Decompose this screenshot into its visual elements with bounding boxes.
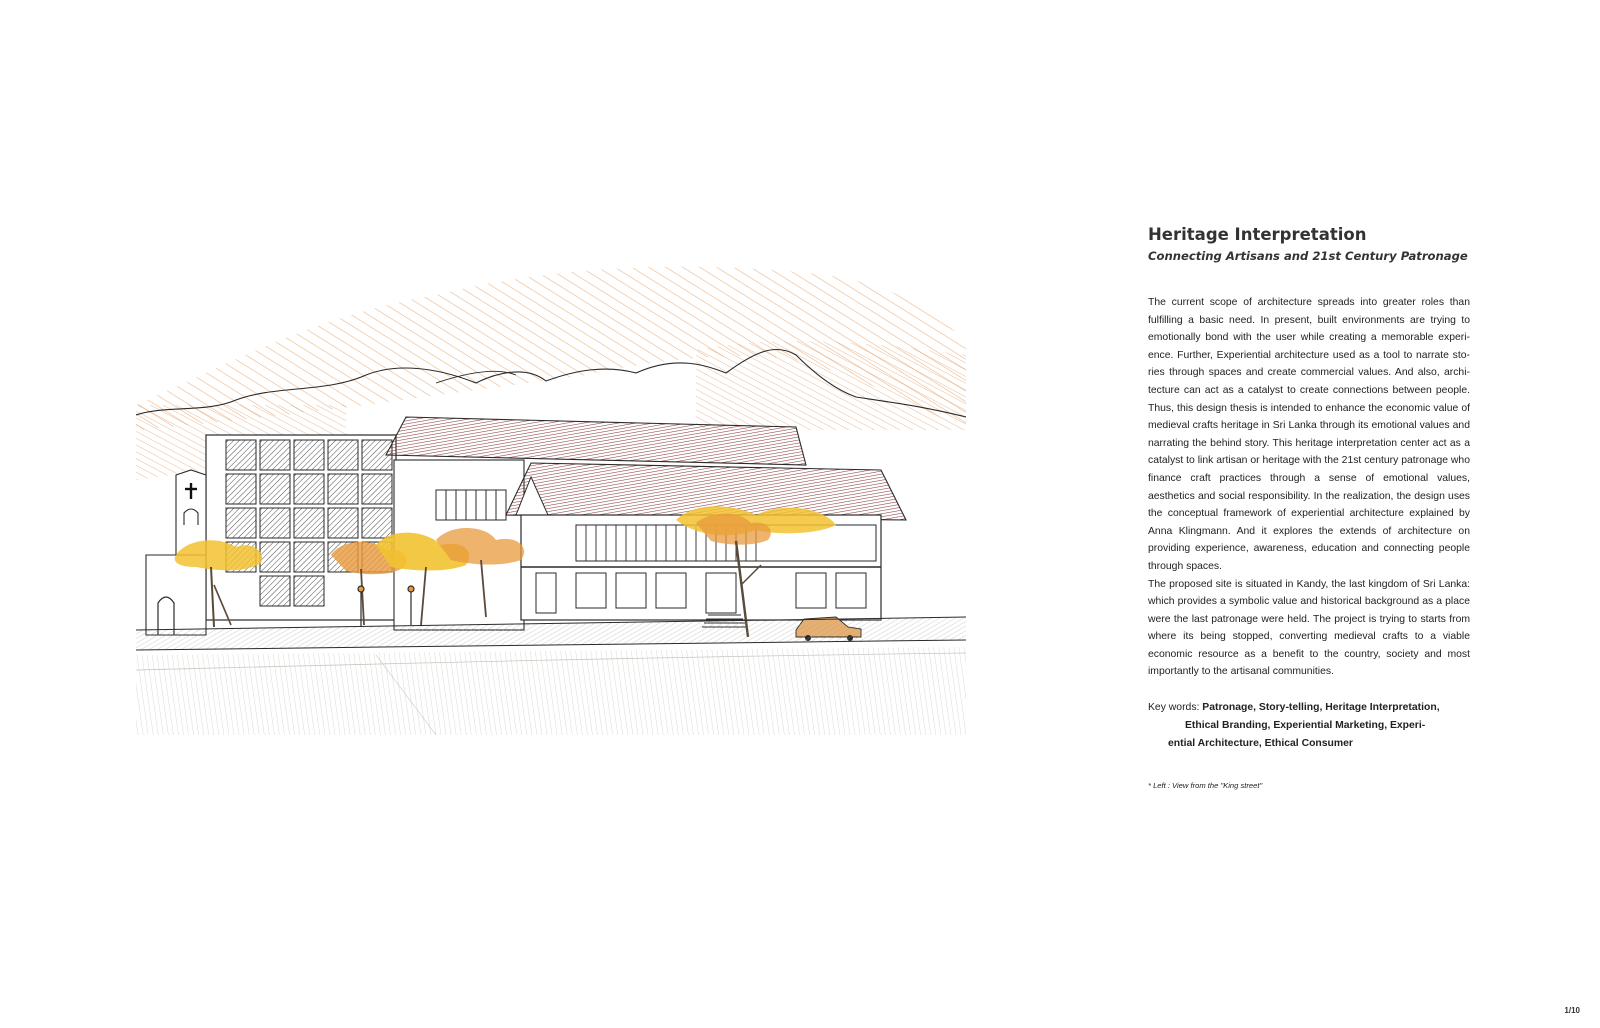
keywords-line-2 [1148, 717, 1470, 735]
keywords-line-1 [1148, 699, 1470, 717]
image-caption: * Left : View from the "King street" [1148, 781, 1263, 791]
text-column [1148, 224, 1470, 790]
page-title: Heritage Interpretation [1148, 225, 1367, 244]
body-paragraph-1: The current scope of architecture spreads into greater roles than fulfilling a basic need. In present, built environments are trying to emotionally bond with the user while creating a memorable experience. Further, Experiential architecture used as a tool to narrate stories through spaces and create commercial values. And also, architecture can act as a catalyst to create connections between people. Thus, this design thesis is intended to enhance the economic value of medieval crafts heritage in Sri Lanka through its emotional values and narrating the behind story. This heritage interpretation center act as a catalyst to link artisan or heritage with the 21st century patronage who finance craft practices through a sense of emotional values, aesthetics and social responsibility. In the realization, the design uses the conceptual framework of experiential architecture explained by Anna Klingmann. And it explores the extends of architecture on providing experience, awareness, education and connecting people through spaces. [1148, 297, 1470, 572]
keywords-values-1: Patronage, Story-telling, Heritage Interpretation, [1202, 702, 1440, 714]
keywords-block [1148, 699, 1470, 753]
page-number: 1/10 [1564, 1006, 1580, 1015]
keywords-label: Key words: [1148, 702, 1203, 714]
page-subtitle: Connecting Artisans and 21st Century Patronage [1148, 249, 1468, 263]
keywords-values-2: Ethical Branding, Experiential Marketing, Experi- [1185, 720, 1426, 732]
body-text [1148, 294, 1470, 681]
keywords-values-3: ential Architecture, Ethical Consumer [1168, 738, 1353, 750]
body-paragraph-2: The proposed site is situated in Kandy, the last kingdom of Sri Lanka: which provides a symbolic value and historical background as a place were the last patronage were held. The project is trying to starts from where its being stopped, converting medieval crafts to a viable economic resource as a benefit to the country, society and most importantly to the artisanal communities. [1148, 578, 1470, 678]
architectural-sketch-image [136, 255, 966, 735]
keywords-line-3 [1148, 735, 1470, 753]
sketch-svg [136, 255, 966, 735]
